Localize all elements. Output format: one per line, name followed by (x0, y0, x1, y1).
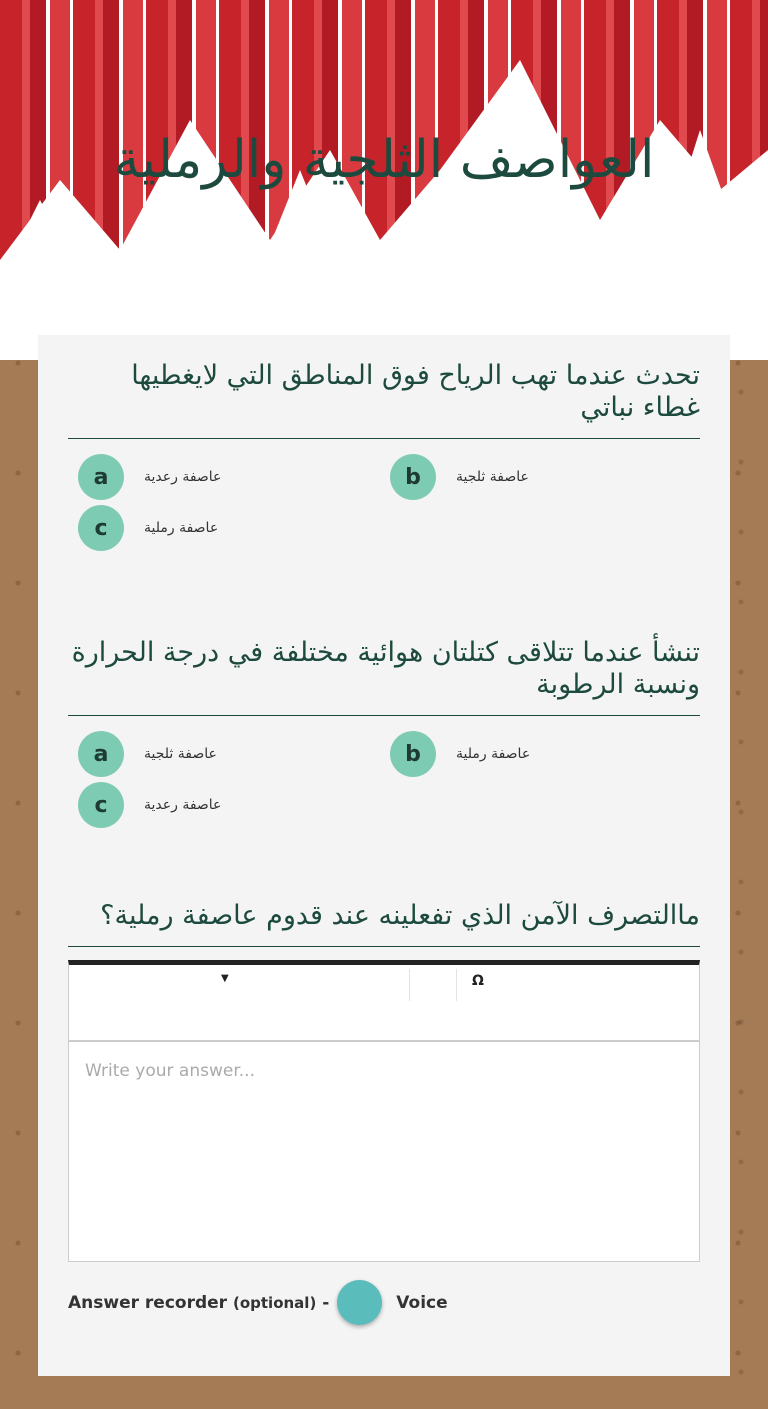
worksheet-card (38, 335, 730, 1376)
option-label: عاصفة ثلجية (144, 746, 217, 762)
option-label: عاصفة ثلجية (456, 469, 529, 485)
option-letter: c (78, 782, 124, 828)
toolbar-divider (409, 969, 410, 1001)
dropdown-caret-icon[interactable]: ▼ (221, 973, 229, 984)
recorder-label: Answer recorder (68, 1292, 228, 1313)
option-b[interactable] (390, 454, 529, 500)
option-a[interactable] (78, 731, 217, 777)
recorder-optional: (optional) (232, 1293, 317, 1312)
editor-toolbar (69, 965, 699, 1042)
answer-input[interactable]: Write your answer... (85, 1061, 255, 1081)
option-letter: b (390, 454, 436, 500)
option-letter: a (78, 454, 124, 500)
header-banner (0, 0, 768, 360)
record-voice-button[interactable] (337, 1280, 382, 1325)
special-character-button[interactable]: Ω (472, 973, 484, 989)
recorder-dash: - (322, 1292, 330, 1313)
option-letter: c (78, 505, 124, 551)
option-a[interactable] (78, 454, 221, 500)
question-text: تنشأ عندما تتلاقى كتلتان هوائية مختلفة في درجة الحرارة ونسبة الرطوبة (68, 637, 700, 716)
page-title: العواصف الثلجية والرملية (113, 130, 655, 190)
question-2 (68, 637, 700, 826)
option-label: عاصفة رملية (456, 746, 531, 762)
question-3 (68, 900, 700, 947)
answer-recorder (68, 1280, 448, 1325)
option-b[interactable] (390, 731, 530, 777)
option-letter: a (78, 731, 124, 777)
question-text: ماالتصرف الآمن الذي تفعلينه عند قدوم عاصفة رملية؟ (68, 900, 700, 947)
option-label: عاصفة رعدية (144, 469, 222, 485)
voice-label: Voice (396, 1292, 448, 1313)
question-1 (68, 360, 700, 549)
option-c[interactable] (78, 505, 218, 551)
option-c[interactable] (78, 782, 221, 828)
question-text: تحدث عندما تهب الرياح فوق المناطق التي لايغطيها غطاء نباتي (68, 360, 700, 439)
option-label: عاصفة رعدية (144, 797, 222, 813)
option-letter: b (390, 731, 436, 777)
toolbar-divider (456, 969, 457, 1001)
option-label: عاصفة رملية (144, 520, 219, 536)
answer-editor (68, 960, 700, 1262)
